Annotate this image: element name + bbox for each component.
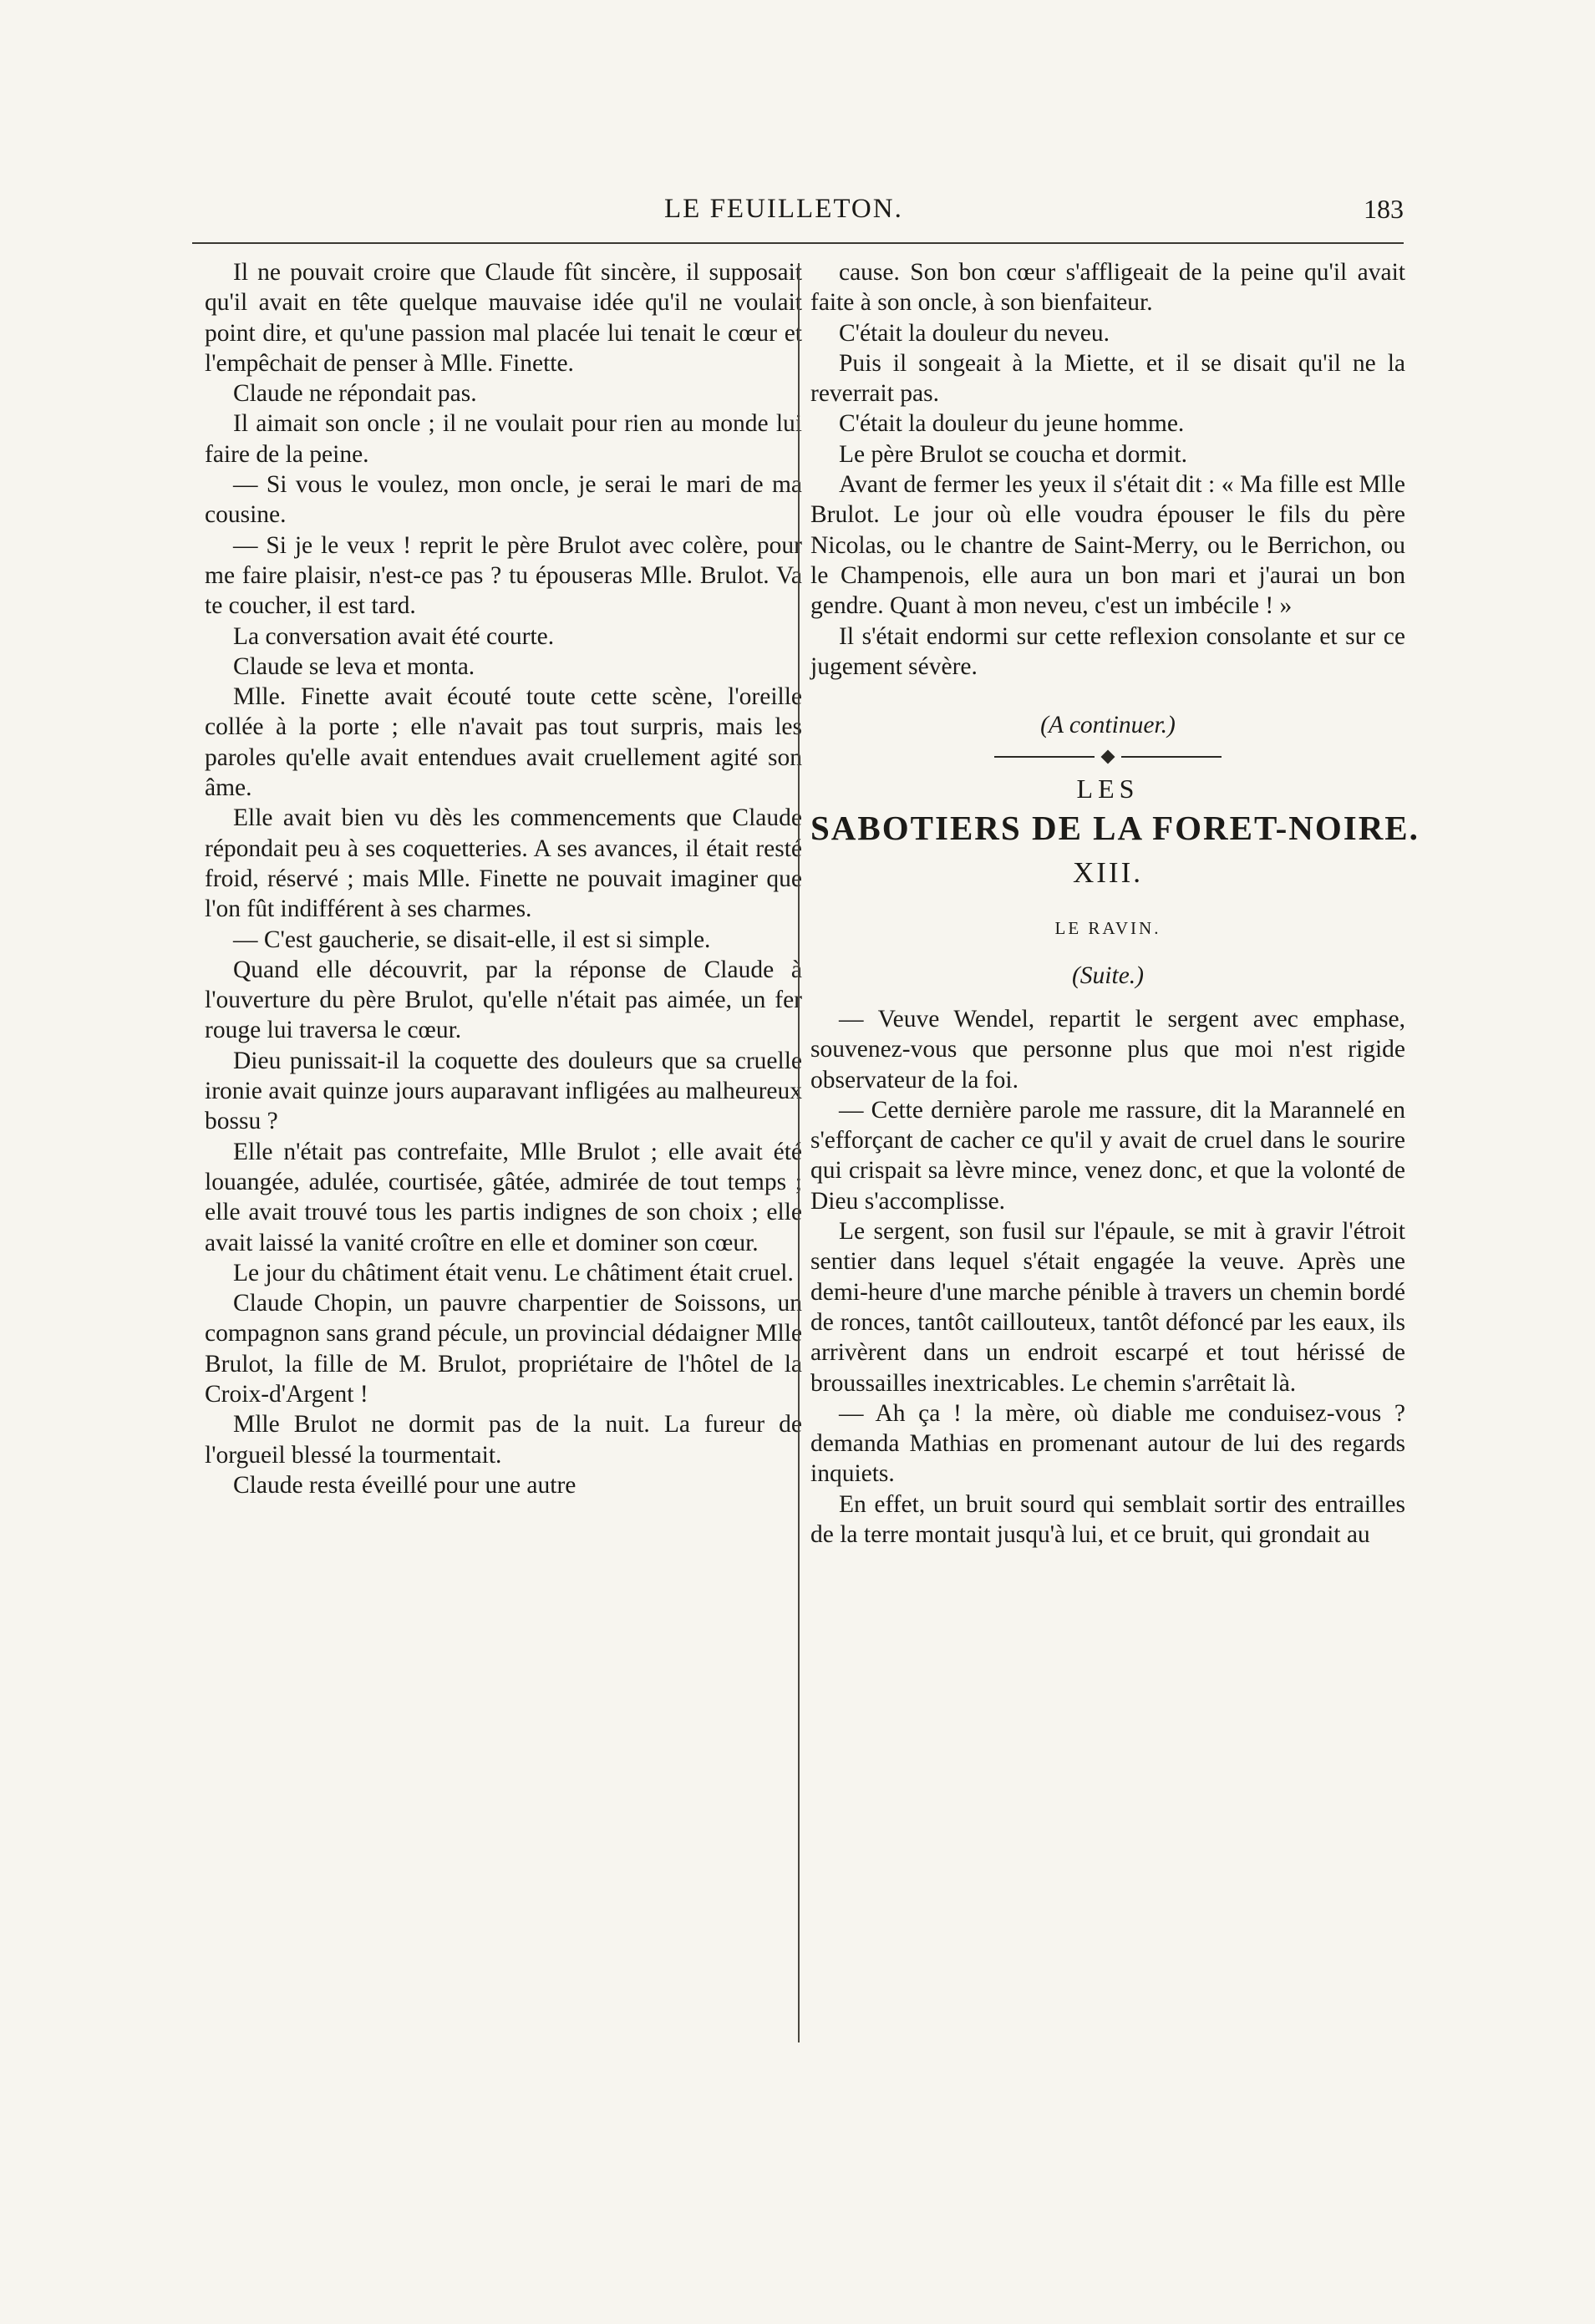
- paragraph: — Si vous le voulez, mon oncle, je serai le mari de ma cousine.: [205, 471, 802, 529]
- running-title: LE FEUILLETON.: [664, 194, 903, 224]
- paragraph: — C'est gaucherie, se disait-elle, il est si simple.: [233, 926, 711, 953]
- column-divider: [798, 263, 800, 2042]
- paragraph: C'était la douleur du jeune homme.: [839, 410, 1185, 438]
- paragraph: Claude Chopin, un pauvre charpentier de Soissons, un compagnon sans grand pécule, un provincial dédaigner Mlle Brulot, la fille de M. Brulot, propriétaire de l'hôtel de la Croix-d'Argent !: [205, 1290, 802, 1408]
- paragraph: Mlle. Finette avait écouté toute cette scène, l'oreille collée à la porte ; elle n'avait pas tout surpris, mais les paroles qu'elle avait entendues avait cruellement agité son âme.: [205, 683, 802, 802]
- section-ornament: [810, 752, 1405, 762]
- paragraph: Claude ne répondait pas.: [233, 380, 477, 408]
- paragraph: Claude resta éveillé pour une autre: [233, 1471, 577, 1499]
- paragraph: — Cette dernière parole me rassure, dit la Marannelé en s'efforçant de cacher ce qu'il y avait de cruel dans le sourire qui crispait sa lèvre mince, venez donc, et que la volonté de Dieu s'accomplisse.: [810, 1096, 1405, 1215]
- suite-note: (Suite.): [1071, 962, 1144, 989]
- paragraph: Le sergent, son fusil sur l'épaule, se mit à gravir l'étroit sentier dans lequel s'était engagée la veuve. Après une demi-heure d'une marche pénible à travers un chemin bordé de ronces, tantôt caillouteux, tantôt défoncé par les eaux, ils arrivèrent dans un endroit escarpé et tout hérissé de broussailles inextricables. Le chemin s'arrêtait là.: [810, 1218, 1405, 1397]
- paragraph: Mlle Brulot ne dormit pas de la nuit. La fureur de l'orgueil blessé la tourmentait.: [205, 1411, 802, 1469]
- paragraph: Il s'était endormi sur cette reflexion consolante et sur ce jugement sévère.: [810, 622, 1405, 680]
- paragraph: Dieu punissait-il la coquette des douleurs que sa cruelle ironie avait quinze jours auparavant infligées au malheureux bossu ?: [205, 1047, 802, 1135]
- chapter-number: XIII.: [1073, 856, 1143, 890]
- paragraph: Claude se leva et monta.: [233, 652, 475, 680]
- paragraph: En effet, un bruit sourd qui semblait sortir des entrailles de la terre montait jusqu'à lui, et ce bruit, qui grondait au: [810, 1490, 1405, 1548]
- page-header: [192, 194, 1404, 237]
- paragraph: C'était la douleur du neveu.: [839, 319, 1110, 347]
- page-number: 183: [1364, 194, 1404, 224]
- paragraph: Avant de fermer les yeux il s'était dit : « Ma fille est Mlle Brulot. Le jour où elle voudra épouser le fils du père Nicolas, ou le chantre de Saint-Merry, ou le Berrichon, ou le Champenois, elle aura un bon mari et j'aurai un bon gendre. Quant à mon neveu, c'est un imbécile ! »: [810, 471, 1405, 620]
- paragraph: Le jour du châtiment était venu. Le châtiment était cruel.: [233, 1259, 794, 1286]
- ornament-diamond-icon: [1101, 750, 1115, 764]
- header-rule: [192, 242, 1404, 244]
- paragraph: Le père Brulot se coucha et dormit.: [839, 440, 1187, 468]
- section-article: LES: [1076, 774, 1140, 804]
- paragraph: Elle avait bien vu dès les commencements que Claude répondait peu à ses coquetteries. A ses avances, il était resté froid, réservé ; mais Mlle. Finette ne pouvait imaginer que l'on fût indifférent à ses charmes.: [205, 804, 802, 923]
- ornament-line: [994, 756, 1095, 758]
- paragraph: — Veuve Wendel, repartit le sergent avec emphase, souvenez-vous que personne plus que moi n'est rigide observateur de la foi.: [810, 1005, 1405, 1093]
- paragraph: Il ne pouvait croire que Claude fût sincère, il supposait qu'il avait en tête quelque mauvaise idée qu'il ne voulait point dire, et qu'une passion mal placée lui tenait le cœur et l'empêchait de penser à Mlle. Finette.: [205, 259, 802, 377]
- continuation-note: (A continuer.): [1040, 712, 1176, 739]
- paragraph: Il aimait son oncle ; il ne voulait pour rien au monde lui faire de la peine.: [205, 410, 802, 468]
- paragraph: Elle n'était pas contrefaite, Mlle Brulot ; elle avait été louangée, adulée, courtisée, gâtée, admirée de tout temps ; elle avait trouvé tous les partis indignes de son choix ; elle avait laissé la vanité croître en elle et dominer son cœur.: [205, 1138, 802, 1256]
- paragraph: Puis il songeait à la Miette, et il se disait qu'il ne la reverrait pas.: [810, 349, 1405, 408]
- paragraph: La conversation avait été courte.: [233, 622, 555, 650]
- left-column: [205, 257, 802, 1500]
- paragraph: cause. Son bon cœur s'affligeait de la peine qu'il avait faite à son oncle, à son bienfaiteur.: [810, 259, 1405, 317]
- paragraph: — Ah ça ! la mère, où diable me conduisez-vous ? demanda Mathias en promenant autour de lui des regards inquiets.: [810, 1399, 1405, 1488]
- paragraph: Quand elle découvrit, par la réponse de Claude à l'ouverture du père Brulot, qu'elle n'était pas aimée, un fer rouge lui traversa le cœur.: [205, 956, 802, 1044]
- right-column: [810, 257, 1420, 1550]
- paragraph: — Si je le veux ! reprit le père Brulot avec colère, pour me faire plaisir, n'est-ce pas ? tu épouseras Mlle. Brulot. Va te coucher, il est tard.: [205, 531, 802, 620]
- ornament-line: [1121, 756, 1222, 758]
- chapter-subtitle: LE RAVIN.: [1054, 918, 1161, 939]
- section-title: SABOTIERS DE LA FORET-NOIRE.: [810, 808, 1420, 847]
